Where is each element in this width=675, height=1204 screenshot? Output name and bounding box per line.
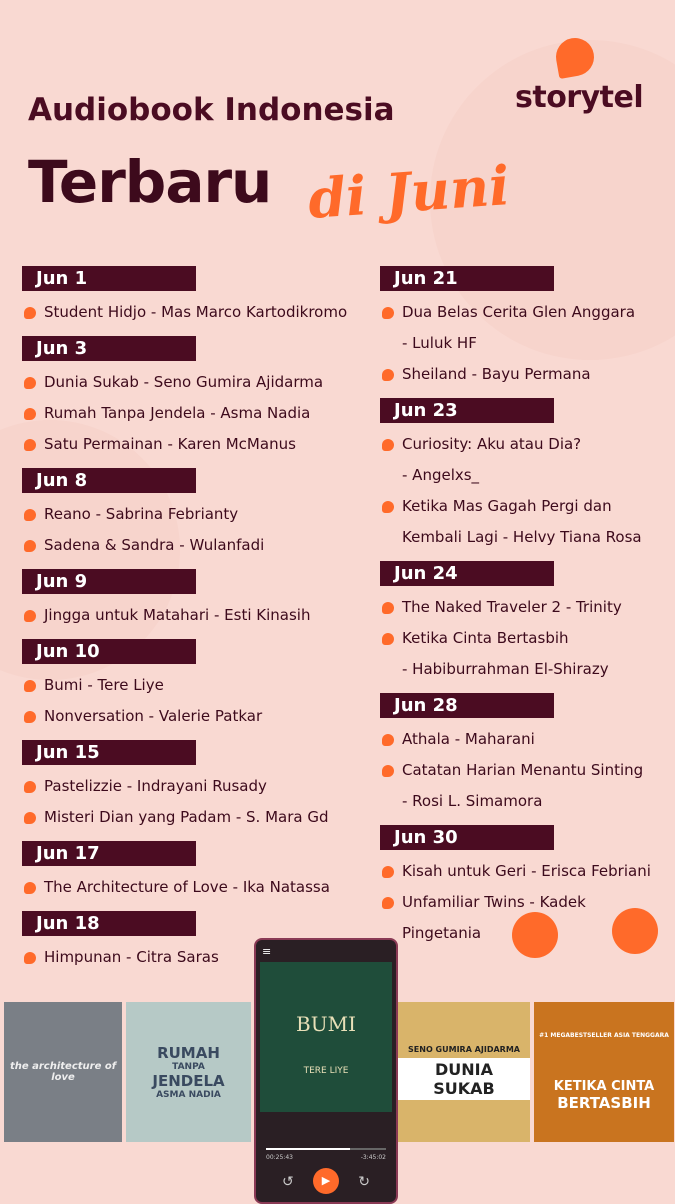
date-header: Jun 28 xyxy=(380,693,554,718)
item-continuation: - Angelxs_ xyxy=(402,466,480,484)
bullet-icon xyxy=(24,439,36,451)
item-title: Ketika Cinta Bertasbih xyxy=(402,629,569,647)
bullet-icon xyxy=(24,408,36,420)
item-title: Satu Permainan - Karen McManus xyxy=(44,435,296,453)
storytel-logo xyxy=(515,38,644,115)
title-accent: di Juni xyxy=(306,153,512,231)
item-title: Curiosity: Aku atau Dia? xyxy=(402,435,582,453)
earphone-icon xyxy=(612,908,658,954)
item-title: Himpunan - Citra Saras xyxy=(44,948,219,966)
storytel-bubble-icon xyxy=(553,35,597,79)
cover-title: TANPA xyxy=(172,1062,205,1072)
cover-tagline: #1 MEGABESTSELLER ASIA TENGGARA xyxy=(539,1032,669,1039)
item-title: Sheiland - Bayu Permana xyxy=(402,365,591,383)
list-item xyxy=(24,429,354,460)
bullet-icon xyxy=(24,307,36,319)
phone-player xyxy=(254,938,398,1204)
item-continuation: - Rosi L. Simamora xyxy=(402,792,543,810)
item-title: Dua Belas Cerita Glen Anggara xyxy=(402,303,636,321)
date-header: Jun 21 xyxy=(380,266,554,291)
bullet-icon xyxy=(382,602,394,614)
list-item xyxy=(24,670,354,701)
bullet-icon xyxy=(24,781,36,793)
cover-title: the architecture of love xyxy=(9,1061,117,1083)
right-column xyxy=(382,258,675,949)
list-item xyxy=(382,623,675,654)
list-item xyxy=(24,872,354,903)
elapsed-time: 00:25:43 xyxy=(266,1154,293,1161)
bullet-icon xyxy=(382,897,394,909)
item-title: Dunia Sukab - Seno Gumira Ajidarma xyxy=(44,373,324,391)
date-header: Jun 18 xyxy=(22,911,196,936)
item-title: Misteri Dian yang Padam - S. Mara Gd xyxy=(44,808,329,826)
list-item xyxy=(24,802,354,833)
cover-ketika-cinta-bertasbih[interactable] xyxy=(534,1002,674,1142)
left-column xyxy=(24,258,354,973)
cover-title: DUNIA SUKAB xyxy=(398,1058,530,1100)
cover-title: JENDELA xyxy=(152,1072,225,1090)
list-item xyxy=(24,600,354,631)
bullet-icon xyxy=(24,882,36,894)
date-header: Jun 23 xyxy=(380,398,554,423)
list-item xyxy=(382,491,675,522)
date-header: Jun 3 xyxy=(22,336,196,361)
item-title: Bumi - Tere Liye xyxy=(44,676,164,694)
item-title: Jingga untuk Matahari - Esti Kinasih xyxy=(44,606,311,624)
date-header: Jun 24 xyxy=(380,561,554,586)
bullet-icon xyxy=(382,734,394,746)
cover-author: TERE LIYE xyxy=(303,1066,349,1076)
bullet-icon xyxy=(382,866,394,878)
forward-icon[interactable]: ↻ xyxy=(358,1174,370,1190)
date-header: Jun 1 xyxy=(22,266,196,291)
item-title: Kisah untuk Geri - Erisca Febriani xyxy=(402,862,651,880)
item-title: Ketika Mas Gagah Pergi dan xyxy=(402,497,612,515)
menu-icon[interactable]: ≡ xyxy=(262,945,272,958)
item-title: Reano - Sabrina Febrianty xyxy=(44,505,239,523)
bullet-icon xyxy=(24,812,36,824)
title-big: Terbaru xyxy=(28,148,272,216)
list-item xyxy=(382,592,675,623)
list-item xyxy=(382,856,675,887)
date-header: Jun 17 xyxy=(22,841,196,866)
play-button[interactable]: ▶ xyxy=(313,1168,339,1194)
list-item xyxy=(24,701,354,732)
date-header: Jun 9 xyxy=(22,569,196,594)
bullet-icon xyxy=(382,765,394,777)
bullet-icon xyxy=(382,501,394,513)
brand-name: storytel xyxy=(515,80,644,115)
title-line1: Audiobook Indonesia xyxy=(28,92,395,128)
list-item xyxy=(382,297,675,328)
cover-bumi xyxy=(260,962,392,1112)
item-continuation: - Habiburrahman El-Shirazy xyxy=(402,660,609,678)
list-item xyxy=(24,367,354,398)
item-title: Nonversation - Valerie Patkar xyxy=(44,707,263,725)
bullet-icon xyxy=(24,540,36,552)
list-item xyxy=(382,724,675,755)
bullet-icon xyxy=(382,633,394,645)
bullet-icon xyxy=(24,610,36,622)
list-item xyxy=(24,297,354,328)
list-item xyxy=(24,499,354,530)
cover-author: SENO GUMIRA AJIDARMA xyxy=(408,1044,520,1054)
progress-bar[interactable] xyxy=(266,1148,386,1150)
earphone-icon xyxy=(512,912,558,958)
cover-title: KETIKA CINTA xyxy=(553,1079,655,1094)
remaining-time: -3:45:02 xyxy=(360,1154,386,1161)
item-title: The Naked Traveler 2 - Trinity xyxy=(402,598,622,616)
bullet-icon xyxy=(24,680,36,692)
item-continuation: Pingetania xyxy=(402,924,482,942)
bullet-icon xyxy=(24,377,36,389)
rewind-icon[interactable]: ↺ xyxy=(282,1174,294,1190)
date-header: Jun 10 xyxy=(22,639,196,664)
bullet-icon xyxy=(382,369,394,381)
bullet-icon xyxy=(24,509,36,521)
item-title: Catatan Harian Menantu Sinting xyxy=(402,761,644,779)
item-title: Student Hidjo - Mas Marco Kartodikromo xyxy=(44,303,348,321)
item-title: Athala - Maharani xyxy=(402,730,535,748)
list-item xyxy=(382,755,675,786)
list-item xyxy=(382,359,675,390)
cover-author: ASMA NADIA xyxy=(156,1090,221,1100)
progress-fill xyxy=(266,1148,350,1150)
list-item xyxy=(24,530,354,561)
date-header: Jun 15 xyxy=(22,740,196,765)
list-item xyxy=(382,429,675,460)
cover-dunia-sukab[interactable] xyxy=(398,1002,530,1142)
cover-title: BERTASBIH xyxy=(557,1094,651,1112)
date-header: Jun 8 xyxy=(22,468,196,493)
list-item xyxy=(24,398,354,429)
cover-architecture-of-love[interactable] xyxy=(4,1002,122,1142)
bullet-icon xyxy=(24,711,36,723)
bullet-icon xyxy=(382,307,394,319)
item-title: The Architecture of Love - Ika Natassa xyxy=(44,878,330,896)
item-title: Unfamiliar Twins - Kadek xyxy=(402,893,586,911)
date-header: Jun 30 xyxy=(380,825,554,850)
list-item xyxy=(24,771,354,802)
item-continuation: - Luluk HF xyxy=(402,334,477,352)
item-title: Rumah Tanpa Jendela - Asma Nadia xyxy=(44,404,311,422)
cover-rumah-tanpa-jendela[interactable] xyxy=(126,1002,251,1142)
item-title: Sadena & Sandra - Wulanfadi xyxy=(44,536,265,554)
cover-title: BUMI xyxy=(296,1012,356,1036)
item-continuation: Kembali Lagi - Helvy Tiana Rosa xyxy=(402,528,642,546)
item-title: Pastelizzie - Indrayani Rusady xyxy=(44,777,267,795)
bullet-icon xyxy=(24,952,36,964)
bullet-icon xyxy=(382,439,394,451)
cover-title: RUMAH xyxy=(157,1044,220,1062)
